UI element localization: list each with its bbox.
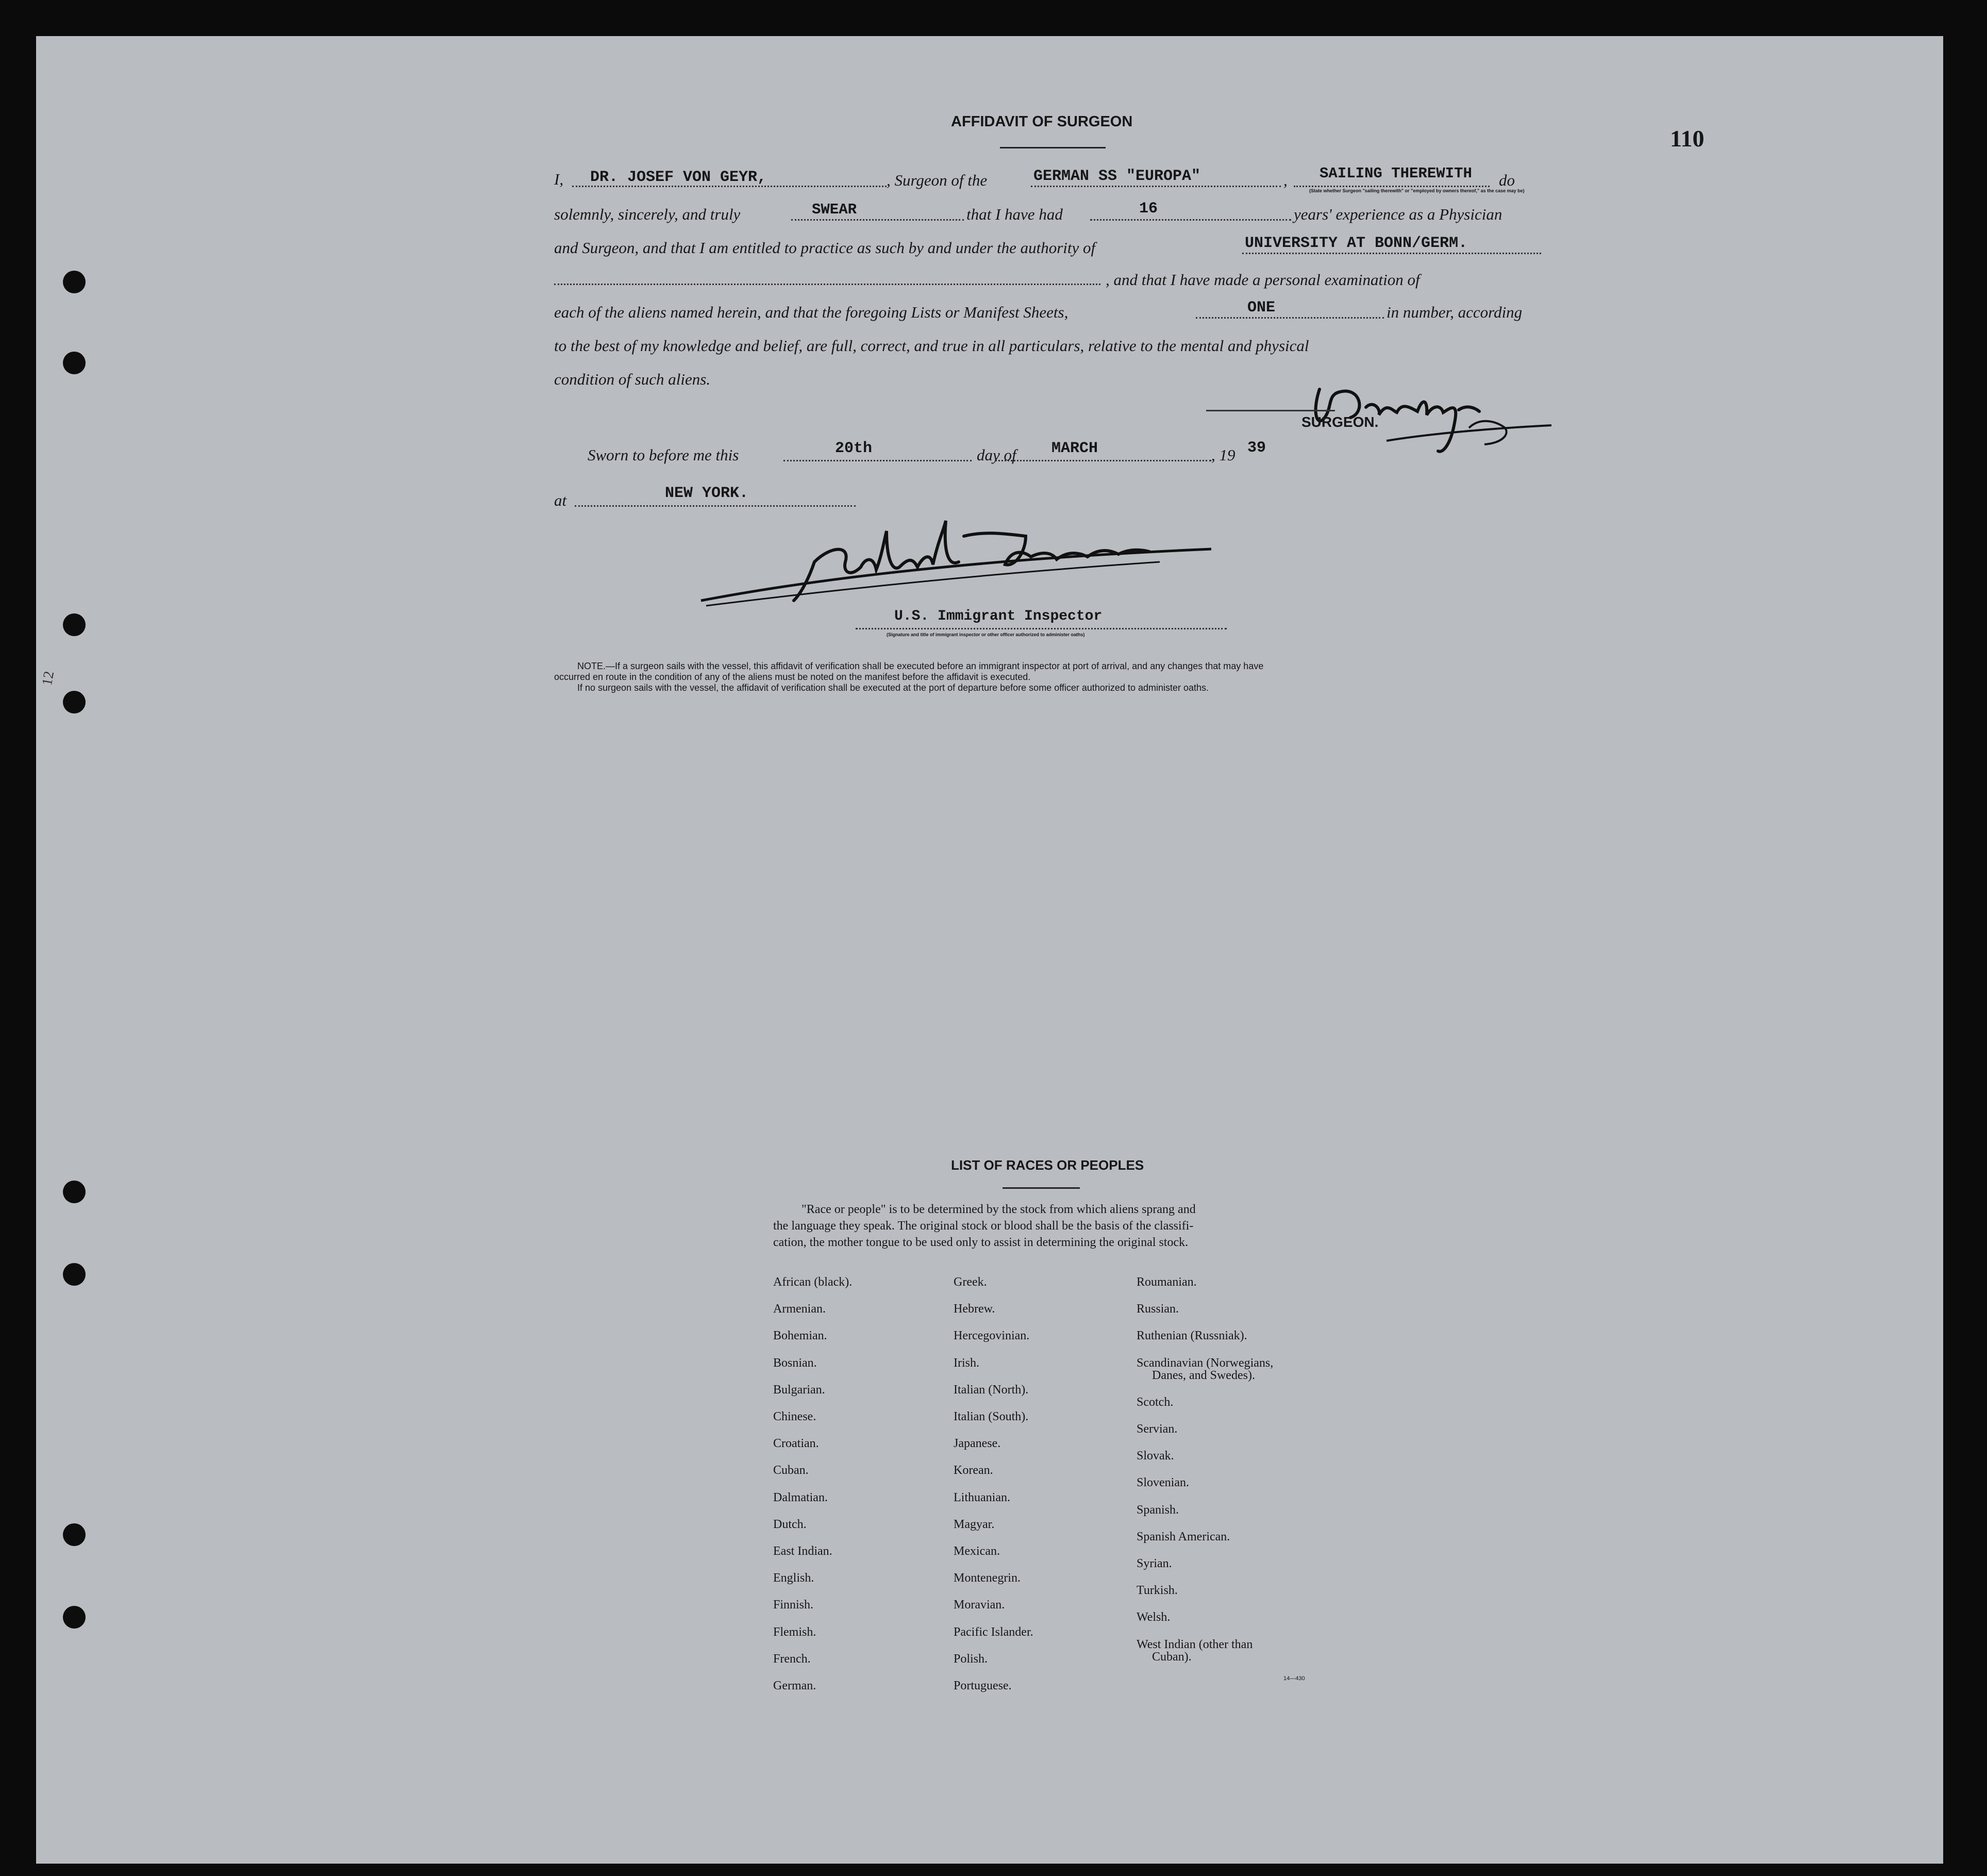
field-underline (1090, 219, 1291, 221)
intro-line: cation, the mother tongue to be used only to assist in determining the original stock. (773, 1236, 1189, 1249)
field-underline (856, 628, 1227, 629)
personal-exam-text: , and that I have made a personal examination of (1106, 271, 1420, 289)
binder-hole (63, 1263, 86, 1286)
race-item: Welsh. (1137, 1611, 1171, 1624)
race-item: Spanish. (1137, 1503, 1179, 1517)
affidavit-note (554, 661, 1263, 693)
title-rule (1003, 1187, 1080, 1189)
race-item: Roumanian. (1137, 1275, 1197, 1289)
binder-hole (63, 352, 86, 374)
affidavit-title: AFFIDAVIT OF SURGEON (951, 113, 1133, 130)
race-item: English. (773, 1571, 814, 1585)
race-item: German. (773, 1679, 816, 1692)
field-underline (1294, 186, 1490, 187)
race-item: West Indian (other than (1137, 1637, 1253, 1651)
condition-text: condition of such aliens. (554, 370, 711, 388)
race-item: Croatian. (773, 1437, 819, 1451)
race-item: Spanish American. (1137, 1530, 1230, 1543)
race-item: Syrian. (1137, 1557, 1172, 1570)
field-underline (995, 460, 1211, 461)
race-item: Greek. (954, 1275, 987, 1289)
race-item: French. (773, 1652, 811, 1666)
race-item: Bohemian. (773, 1329, 827, 1343)
race-item: Servian. (1137, 1422, 1178, 1436)
field-underline (554, 284, 1100, 285)
authority-text: and Surgeon, and that I am entitled to practice as such by and under the authority of (554, 239, 1096, 257)
month-field: MARCH (1051, 440, 1098, 457)
each-aliens-text: each of the aliens named herein, and that the foregoing Lists or Manifest Sheets, (554, 303, 1068, 321)
race-item: Mexican. (954, 1545, 1000, 1558)
field-underline (572, 186, 887, 187)
race-item: East Indian. (773, 1545, 832, 1558)
race-item: Flemish. (773, 1625, 816, 1639)
race-item: Armenian. (773, 1302, 826, 1316)
sworn-text: Sworn to before me this (588, 446, 739, 464)
status-hint: (State whether Surgeon "sailing therewith" or "employed by owners thereof," as the case may be) (1309, 188, 1525, 193)
race-item: Cuban). (1152, 1650, 1192, 1664)
day-of-text: day of (977, 446, 1016, 464)
form-number: 14—430 (1283, 1675, 1305, 1682)
race-item: Italian (South). (954, 1410, 1029, 1423)
race-item: Polish. (954, 1652, 988, 1666)
note-line: If no surgeon sails with the vessel, the affidavit of verification shall be executed at the port of departure before some officer authorized to administer oaths. (577, 683, 1209, 693)
sheets-field: ONE (1247, 299, 1276, 317)
solemnly-text: solemnly, sincerely, and truly (554, 205, 741, 223)
field-underline (1031, 186, 1281, 187)
in-number-text: in number, according (1387, 303, 1523, 321)
race-item: Montenegrin. (954, 1571, 1021, 1585)
field-underline (1242, 253, 1541, 254)
margin-mark: 12 (39, 670, 58, 687)
race-item: Slovak. (1137, 1449, 1174, 1463)
race-item: Hebrew. (954, 1302, 995, 1316)
binder-hole (63, 691, 86, 713)
race-item: Magyar. (954, 1517, 995, 1531)
comma: , (1283, 171, 1288, 189)
race-item: Irish. (954, 1356, 979, 1370)
document-page (36, 36, 1943, 1864)
race-item: Italian (North). (954, 1383, 1029, 1397)
race-item: Slovenian. (1137, 1476, 1189, 1490)
authority-field: UNIVERSITY AT BONN/GERM. (1245, 235, 1468, 252)
races-title: LIST OF RACES OR PEOPLES (951, 1157, 1144, 1173)
word-do: do (1499, 171, 1515, 189)
race-item: Pacific Islander. (954, 1625, 1033, 1639)
inspector-hint: (Signature and title of immigrant inspector or other officer authorized to administer oaths) (887, 632, 1085, 637)
years-field: 16 (1139, 200, 1158, 218)
race-item: Bulgarian. (773, 1383, 825, 1397)
race-item: Bosnian. (773, 1356, 817, 1370)
race-item: Russian. (1137, 1302, 1179, 1316)
race-item: Ruthenian (Russniak). (1137, 1329, 1247, 1343)
surgeon-label: SURGEON. (1301, 414, 1379, 430)
signature-line (1206, 410, 1335, 411)
race-item: Scandinavian (Norwegians, (1137, 1356, 1274, 1370)
race-item: Japanese. (954, 1437, 1001, 1451)
race-item: African (black). (773, 1275, 853, 1289)
race-item: Finnish. (773, 1598, 814, 1612)
binder-hole (63, 271, 86, 293)
surgeon-name-field: DR. JOSEF VON GEYR, (590, 169, 767, 186)
intro-line: the language they speak. The original stock or blood shall be the basis of the classifi- (773, 1219, 1194, 1233)
field-underline (791, 219, 964, 221)
race-item: Scotch. (1137, 1395, 1174, 1409)
intro-line: "Race or people" is to be determined by the stock from which aliens sprang and (802, 1203, 1196, 1216)
binder-hole (63, 1523, 86, 1546)
race-item: Chinese. (773, 1410, 816, 1423)
status-field: SAILING THEREWITH (1320, 165, 1472, 182)
field-underline (1196, 317, 1384, 319)
note-line: NOTE.—If a surgeon sails with the vessel, this affidavit of verification shall be executed before an immigrant inspector at port of arrival, and any changes that may have (577, 661, 1264, 671)
field-underline (783, 460, 972, 461)
race-item: Turkish. (1137, 1584, 1178, 1598)
place-field: NEW YORK. (665, 485, 749, 502)
best-text: to the best of my knowledge and belief, are full, correct, and true in all particulars, relative to the mental and physical (554, 337, 1309, 355)
years-exp-text: years' experience as a Physician (1294, 205, 1502, 223)
day-field: 20th (835, 440, 873, 457)
race-item: Danes, and Swedes). (1152, 1368, 1255, 1382)
race-item: Hercegovinian. (954, 1329, 1030, 1343)
binder-hole (63, 613, 86, 636)
binder-hole (63, 1181, 86, 1203)
inspector-signature (696, 500, 1263, 624)
year-field: 39 (1247, 439, 1266, 457)
binder-hole (63, 1606, 86, 1629)
that-had-text: that I have had (966, 205, 1063, 223)
races-intro (773, 1201, 1196, 1251)
race-item: Portuguese. (954, 1679, 1012, 1692)
inspector-title: U.S. Immigrant Inspector (894, 608, 1103, 624)
page-number: 110 (1670, 125, 1705, 152)
race-item: Moravian. (954, 1598, 1005, 1612)
year-prefix: , 19 (1211, 446, 1235, 464)
at-text: at (554, 491, 567, 509)
oath-field: SWEAR (812, 201, 857, 218)
race-item: Dutch. (773, 1517, 807, 1531)
race-item: Dalmatian. (773, 1490, 828, 1504)
title-rule (1000, 147, 1106, 148)
surgeon-of-label: , Surgeon of the (887, 171, 988, 189)
vessel-field: GERMAN SS "EUROPA" (1033, 168, 1201, 185)
race-item: Cuban. (773, 1464, 809, 1477)
race-item: Korean. (954, 1464, 993, 1477)
word-i: I, (554, 170, 564, 188)
race-item: Lithuanian. (954, 1490, 1010, 1504)
note-line: occurred en route in the condition of any of the aliens must be noted on the manifest before the affidavit is executed. (554, 672, 1031, 682)
